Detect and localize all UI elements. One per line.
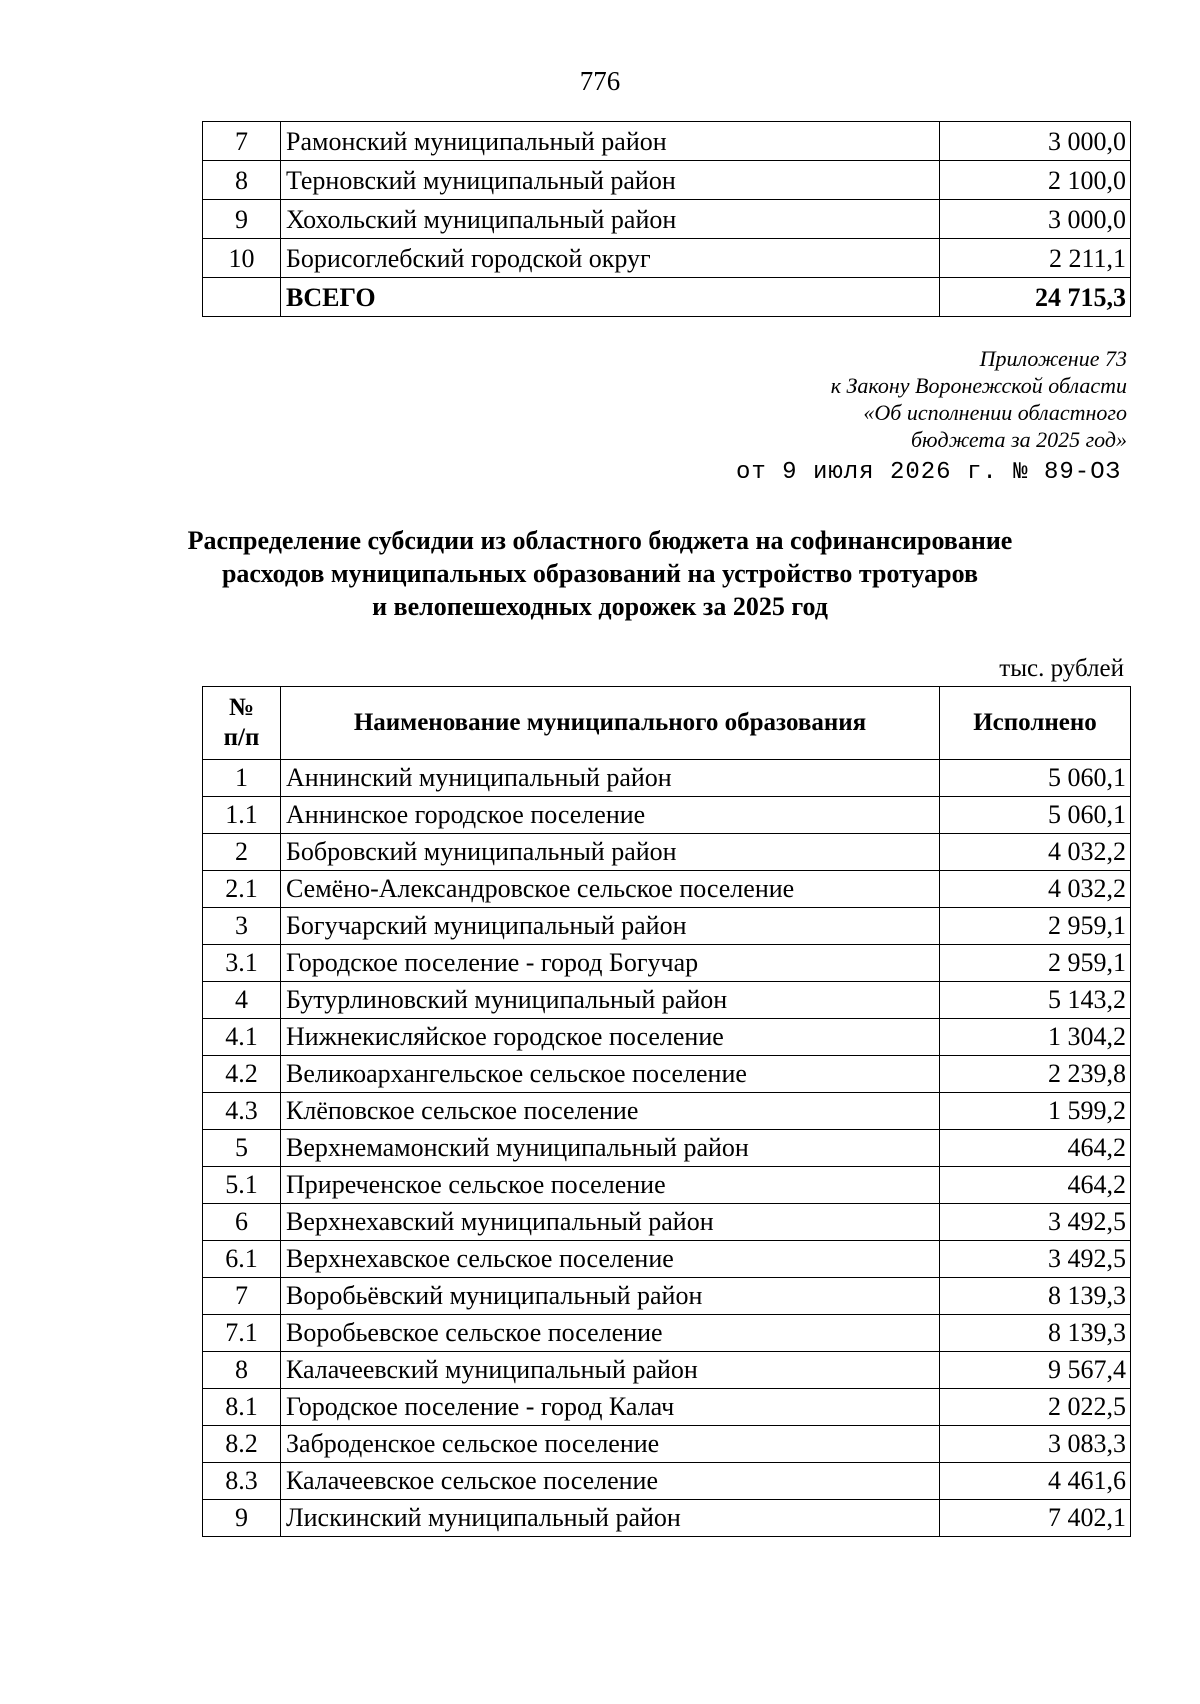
row-amount: 1 599,2 bbox=[940, 1093, 1131, 1130]
table-row bbox=[203, 797, 1131, 834]
table-row bbox=[203, 1241, 1131, 1278]
row-number: 3.1 bbox=[203, 945, 281, 982]
units-label: тыс. рублей bbox=[999, 655, 1124, 682]
table-row bbox=[203, 871, 1131, 908]
total-row bbox=[203, 278, 1131, 317]
row-amount: 1 304,2 bbox=[940, 1019, 1131, 1056]
row-name: Приреченское сельское поселение bbox=[281, 1167, 940, 1204]
row-name: Городское поселение - город Богучар bbox=[281, 945, 940, 982]
row-name: Воробьёвский муниципальный район bbox=[281, 1278, 940, 1315]
table-row bbox=[203, 1278, 1131, 1315]
row-name: Терновский муниципальный район bbox=[281, 161, 940, 200]
table-row bbox=[203, 945, 1131, 982]
table-row bbox=[203, 239, 1131, 278]
continued-table-body bbox=[203, 122, 1131, 317]
appendix-line: бюджета за 2025 год» bbox=[910, 427, 1127, 452]
row-number: 2.1 bbox=[203, 871, 281, 908]
row-number: 8 bbox=[203, 1352, 281, 1389]
table-row bbox=[203, 200, 1131, 239]
row-name: Верхнехавский муниципальный район bbox=[281, 1204, 940, 1241]
header-number-symbol: № bbox=[228, 694, 255, 721]
row-name: Верхнехавское сельское поселение bbox=[281, 1241, 940, 1278]
row-name: Богучарский муниципальный район bbox=[281, 908, 940, 945]
row-name: Аннинский муниципальный район bbox=[281, 760, 940, 797]
row-number: 4.3 bbox=[203, 1093, 281, 1130]
row-name: Хохольский муниципальный район bbox=[281, 200, 940, 239]
header-number bbox=[203, 687, 281, 760]
row-number: 5.1 bbox=[203, 1167, 281, 1204]
row-number: 6 bbox=[203, 1204, 281, 1241]
row-amount: 3 492,5 bbox=[940, 1241, 1131, 1278]
row-name: Верхнемамонский муниципальный район bbox=[281, 1130, 940, 1167]
row-amount: 4 032,2 bbox=[940, 834, 1131, 871]
row-amount: 3 000,0 bbox=[940, 122, 1131, 161]
row-number: 9 bbox=[203, 200, 281, 239]
table-row bbox=[203, 1130, 1131, 1167]
header-name: Наименование муниципального образования bbox=[281, 687, 940, 760]
subsidy-table-body bbox=[203, 760, 1131, 1537]
table-header-row bbox=[203, 687, 1131, 760]
appendix-line: Приложение 73 bbox=[979, 346, 1127, 371]
row-amount: 5 060,1 bbox=[940, 797, 1131, 834]
row-amount: 2 022,5 bbox=[940, 1389, 1131, 1426]
row-amount: 3 083,3 bbox=[940, 1426, 1131, 1463]
row-number: 8 bbox=[203, 161, 281, 200]
header-amount: Исполнено bbox=[940, 687, 1131, 760]
subsidy-table bbox=[202, 686, 1131, 1537]
row-amount: 2 239,8 bbox=[940, 1056, 1131, 1093]
table-row bbox=[203, 1352, 1131, 1389]
row-number: 4.1 bbox=[203, 1019, 281, 1056]
row-name: Нижнекисляйское городское поселение bbox=[281, 1019, 940, 1056]
row-number: 4.2 bbox=[203, 1056, 281, 1093]
table-row bbox=[203, 1167, 1131, 1204]
row-name: ВСЕГО bbox=[281, 278, 940, 317]
appendix-line: к Закону Воронежской области bbox=[830, 373, 1127, 398]
row-amount: 24 715,3 bbox=[940, 278, 1131, 317]
row-name: Калачеевское сельское поселение bbox=[281, 1463, 940, 1500]
row-name: Семёно-Александровское сельское поселение bbox=[281, 871, 940, 908]
row-number: 3 bbox=[203, 908, 281, 945]
table-row bbox=[203, 908, 1131, 945]
header-number-abbr: п/п bbox=[223, 724, 260, 751]
row-name: Бобровский муниципальный район bbox=[281, 834, 940, 871]
table-row bbox=[203, 760, 1131, 797]
row-amount: 7 402,1 bbox=[940, 1500, 1131, 1537]
row-number: 2 bbox=[203, 834, 281, 871]
table-row bbox=[203, 982, 1131, 1019]
row-name: Рамонский муниципальный район bbox=[281, 122, 940, 161]
row-number: 7 bbox=[203, 122, 281, 161]
row-amount: 4 032,2 bbox=[940, 871, 1131, 908]
row-name: Калачеевский муниципальный район bbox=[281, 1352, 940, 1389]
row-amount: 464,2 bbox=[940, 1167, 1131, 1204]
title-line: Распределение субсидии из областного бюджета на софинансирование bbox=[187, 526, 1013, 555]
row-number: 8.3 bbox=[203, 1463, 281, 1500]
table-row bbox=[203, 1204, 1131, 1241]
row-name: Аннинское городское поселение bbox=[281, 797, 940, 834]
table-row bbox=[203, 1019, 1131, 1056]
row-name: Бутурлиновский муниципальный район bbox=[281, 982, 940, 1019]
row-amount: 4 461,6 bbox=[940, 1463, 1131, 1500]
table-row bbox=[203, 1463, 1131, 1500]
title-line: и велопешеходных дорожек за 2025 год bbox=[372, 592, 828, 621]
table-row bbox=[203, 1389, 1131, 1426]
row-amount: 9 567,4 bbox=[940, 1352, 1131, 1389]
appendix-reference bbox=[831, 345, 1127, 453]
row-number: 8.2 bbox=[203, 1426, 281, 1463]
row-name: Лискинский муниципальный район bbox=[281, 1500, 940, 1537]
row-amount: 5 060,1 bbox=[940, 760, 1131, 797]
appendix-line: «Об исполнении областного bbox=[863, 400, 1127, 425]
row-amount: 8 139,3 bbox=[940, 1315, 1131, 1352]
row-amount: 2 959,1 bbox=[940, 945, 1131, 982]
document-title bbox=[0, 524, 1200, 623]
row-amount: 464,2 bbox=[940, 1130, 1131, 1167]
row-amount: 5 143,2 bbox=[940, 982, 1131, 1019]
row-name: Городское поселение - город Калач bbox=[281, 1389, 940, 1426]
title-line: расходов муниципальных образований на устройство тротуаров bbox=[221, 559, 979, 588]
row-number: 7.1 bbox=[203, 1315, 281, 1352]
table-row bbox=[203, 1315, 1131, 1352]
table-row bbox=[203, 1093, 1131, 1130]
row-number: 4 bbox=[203, 982, 281, 1019]
row-amount: 8 139,3 bbox=[940, 1278, 1131, 1315]
row-number: 5 bbox=[203, 1130, 281, 1167]
table-row bbox=[203, 1056, 1131, 1093]
row-number: 1 bbox=[203, 760, 281, 797]
row-number: 9 bbox=[203, 1500, 281, 1537]
table-row bbox=[203, 1426, 1131, 1463]
row-number: 8.1 bbox=[203, 1389, 281, 1426]
row-amount: 3 000,0 bbox=[940, 200, 1131, 239]
row-name: Воробьевское сельское поселение bbox=[281, 1315, 940, 1352]
table-row bbox=[203, 834, 1131, 871]
row-name: Борисоглебский городской округ bbox=[281, 239, 940, 278]
row-name: Заброденское сельское поселение bbox=[281, 1426, 940, 1463]
row-amount: 2 100,0 bbox=[940, 161, 1131, 200]
row-number: 1.1 bbox=[203, 797, 281, 834]
row-number: 10 bbox=[203, 239, 281, 278]
row-number: 7 bbox=[203, 1278, 281, 1315]
table-row bbox=[203, 1500, 1131, 1537]
row-name: Клёповское сельское поселение bbox=[281, 1093, 940, 1130]
page-number: 776 bbox=[579, 66, 621, 96]
continued-table bbox=[202, 121, 1131, 317]
row-name: Великоархангельское сельское поселение bbox=[281, 1056, 940, 1093]
table-row bbox=[203, 122, 1131, 161]
row-amount: 2 959,1 bbox=[940, 908, 1131, 945]
row-number bbox=[203, 278, 281, 317]
row-number: 6.1 bbox=[203, 1241, 281, 1278]
table-row bbox=[203, 161, 1131, 200]
row-amount: 3 492,5 bbox=[940, 1204, 1131, 1241]
row-amount: 2 211,1 bbox=[940, 239, 1131, 278]
law-date-stamp: от 9 июля 2026 г. № 89-ОЗ bbox=[735, 459, 1121, 486]
